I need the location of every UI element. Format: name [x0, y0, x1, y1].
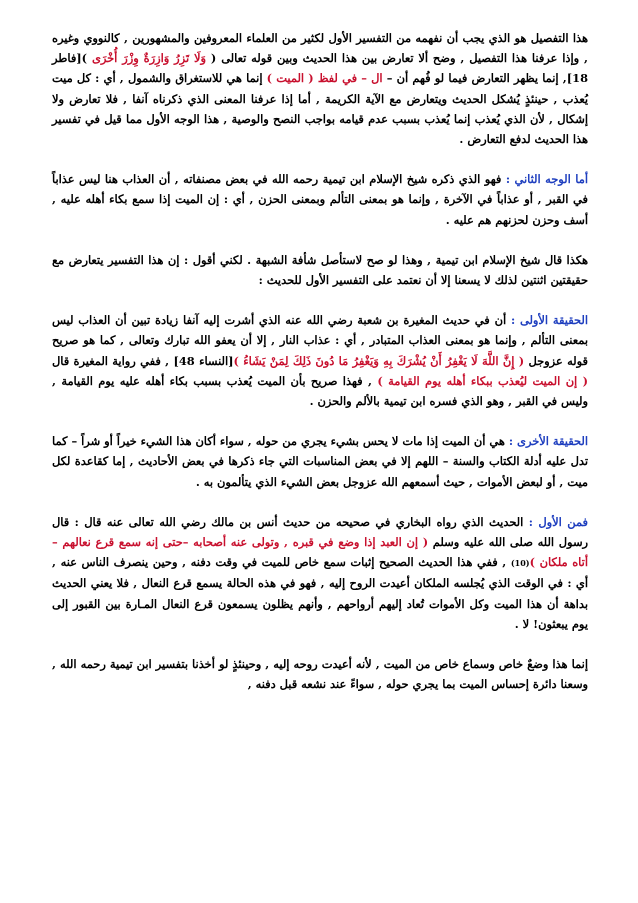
paragraph-text: [النساء 48] , ففي رواية المغيرة قال — [52, 353, 234, 368]
quran-verse-quote: وَلَا تَزِرُ وَازِرَةٌ وِزْرَ أُخْرَى — [91, 51, 207, 66]
section-heading: أما الوجه الثاني : — [505, 172, 588, 187]
paragraph-critique — [52, 250, 588, 290]
document-page — [52, 28, 588, 694]
paragraph-text: هذا التفصيل هو الذي يجب أن نفهمه من التفسير الأول لكثير من العلماء المعروفين والمشهورين , كالنووي وغيره , وإذا عرفنا هذا التفصيل , وضح ألا تعارض بين هذا الحديث وبين قوله تعالى ( — [52, 31, 589, 66]
paragraph-text: هي أن الميت إذا مات لا يحس بشيء يجري من حوله , سواء أكان هذا الشيء خيراً أو شراً – كما تدل عليه أدلة الكتاب والسنة – اللهم إلا في بعض المناسبات التي جاء ذكرها في بعض الأحاديث , إما كقاعدة لكل ميت , أو لبعض الأموات , حيث أسمعهم الله عزوجل بعض الشيء الذي يتألمون به . — [52, 434, 588, 489]
paragraph-text: إنما هذا وضعٌ خاص وسماع خاص من الميت , لأنه أعيدت روحه إليه , وحينئذٍ لو أخذنا بتفسير ابن تيمية رحمه الله , وسعنا دائرة إحساس الميت بما يجري حوله , سواءً عند نشعه قبل دفنه , — [52, 657, 588, 692]
quran-verse-quote: ( إِنَّ اللَّهَ لَا يَغْفِرُ أَنْ يُشْرَكَ بِهِ وَيَغْفِرُ مَا دُونَ ذَلِكَ لِمَنْ يَشَاءُ ) — [233, 353, 525, 368]
highlighted-term: ال – في لفظ ( الميت ) — [266, 71, 383, 86]
footnote-reference: (10) — [510, 558, 530, 569]
paragraph-text: فهو الذي ذكره شيخ الإسلام ابن تيمية رحمه الله في بعض مصنفاته , أن العذاب هنا ليس عذاباً في القبر , أو عذاباً في الآخرة , وإنما هو بمعنى التألم وبمعنى الحزن , أي : إن الميت إذا سمع بكاء أهله عليه , أسف وحزن لحزنهم هم عليه . — [52, 172, 588, 227]
section-heading: الحقيقة الأولى : — [510, 313, 588, 328]
paragraph-first-example — [52, 512, 588, 634]
hadith-quote: ( إن العبد إذا وضع في قبره , وتولى عنه أصحابه –حتى إنه سمع قرع نعالهم – أتاه ملكان ) — [52, 535, 588, 570]
hadith-quote: ( إن الميت ليُعذب ببكاء أهله يوم القيامة ) — [377, 373, 588, 388]
paragraph-text: الحديث الذي رواه البخاري في صحيحه من حديث أنس بن مالك رضي الله تعالى عنه قال : قال رسول الله صلى الله عليه وسلم — [52, 514, 588, 550]
paragraph-text: هكذا قال شيخ الإسلام ابن تيمية , وهذا لو صح لاستأصل شأفة الشبهة . لكني أقول : إن هذا التفسير يتعارض مع حقيقتين اثنتين لذلك لا يسعنا إلا أن نعتمد على التفسير الأول للحديث : — [52, 252, 588, 288]
paragraph-text: , ففي هذا الحديث الصحيح إثبات سمع خاص للميت في وقت دفنه , وحين ينصرف الناس عنه , أي : في الوقت الذي يُجلسه الملكان أعيدت الروح إليه , فهو في هذه الحالة يسمع قرع النعال , فلا يعني الحديث بداهة أن هذا الميت وكل الأموات تُعاد إليهم أرواحهم , وأنهم يظلون يسمعون قرع النعال المـارة بين القبور إلى يوم يبعثون! لا . — [52, 555, 588, 631]
paragraph-text: إنما هي للاستغراق والشمول , أي : كل ميت يُعذب , حينئذٍ يُشكل الحديث ويتعارض مع الآية الكريمة , أما إذا عرفنا المعنى الذي ذكرناه آنفا , فلا تعارض ولا إشكال , لأن الذي يُعذب إنما يُعذب بسبب عدم قيامه بواجب النصح والوصية , هذا الوجه الأول مما قيل في تفسير هذا الحديث لدفع التعارض . — [52, 71, 588, 147]
paragraph-text: )[فاطر 18], إنما يظهر التعارض فيما لو فُهم أن – — [52, 51, 588, 86]
section-heading: فمن الأول : — [528, 514, 588, 529]
paragraph-text: , فهذا صريح بأن الميت يُعذب بسبب بكاء أهله عليه يوم القيامة , وليس في القبر , وهو الذي فسره ابن تيمية بالألم والحزن . — [52, 373, 588, 409]
paragraph-first-fact — [52, 310, 588, 411]
paragraph-second-fact — [52, 431, 588, 492]
paragraph-conclusion — [52, 654, 588, 694]
paragraph-second-interpretation — [52, 169, 588, 230]
section-heading: الحقيقة الأخرى : — [508, 434, 588, 449]
paragraph-text: أن في حديث المغيرة بن شعبة رضي الله عنه الذي أشرت إليه آنفا زيادة تبين أن العذاب ليس بمعنى التألم , وإنما هو بمعنى العذاب المتبادر , أي : عذاب النار , إلا أن يعفو الله تبارك وتعالى , كما هو صريح قوله عزوجل — [52, 313, 588, 368]
paragraph-first-interpretation — [52, 28, 588, 149]
